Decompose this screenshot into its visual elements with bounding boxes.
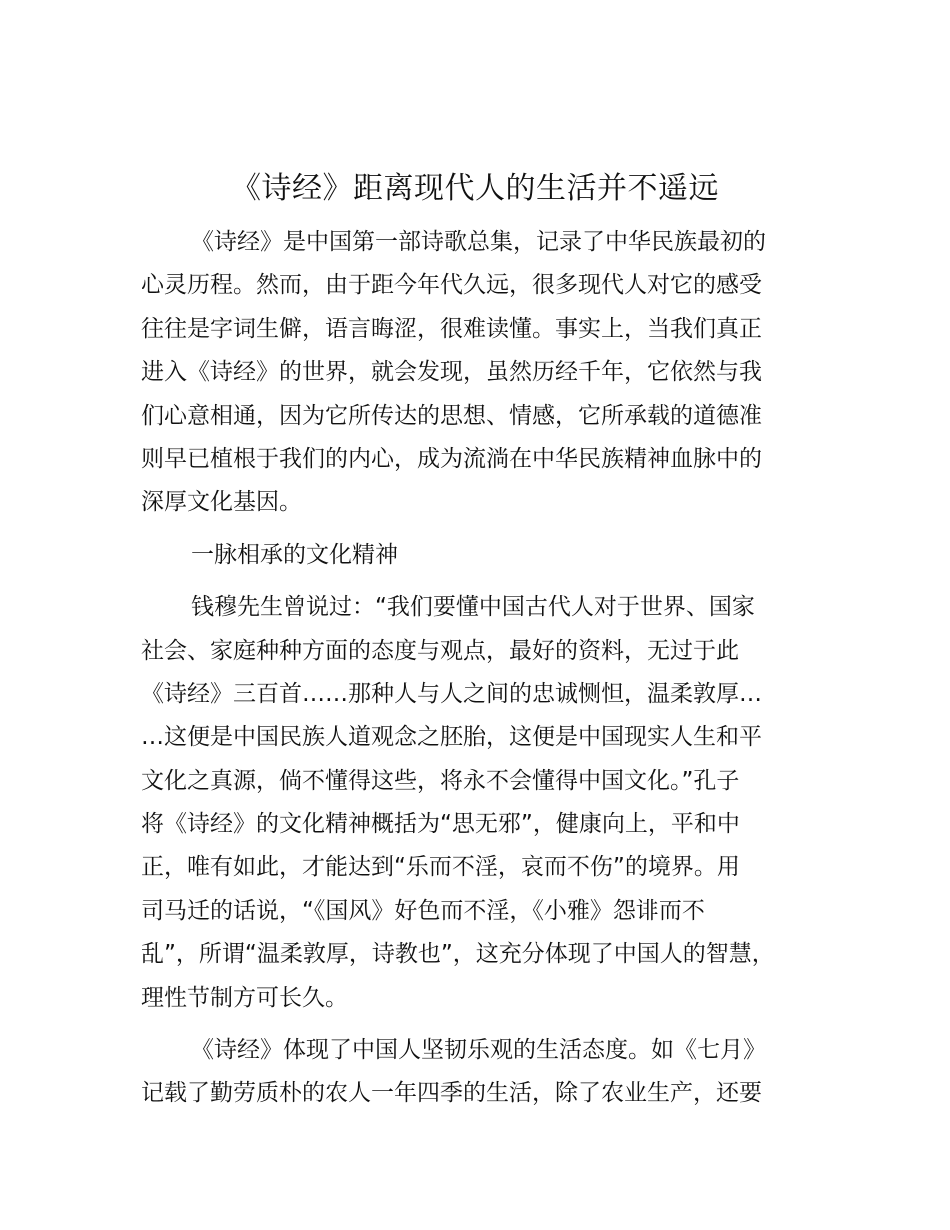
text-line: 则早已植根于我们的内心，成为流淌在中华民族精神血脉中的	[141, 445, 762, 472]
text-line: 司马迁的话说，“《国风》好色而不淫，《小雅》怨诽而不	[141, 897, 705, 924]
document-body	[141, 221, 841, 1116]
section-heading	[141, 534, 841, 577]
text-line: 们心意相通，因为它所传达的思想、情感，它所承载的道德准	[141, 402, 762, 429]
text-line: …这便是中国民族人道观念之胚胎，这便是中国现实人生和平	[141, 724, 762, 751]
text-line: 深厚文化基因。	[141, 489, 302, 516]
section-heading-text: 一脉相承的文化精神	[191, 541, 398, 568]
paragraph-intro	[141, 221, 841, 525]
text-line: 正，唯有如此，才能达到“乐而不淫，哀而不伤”的境界。用	[141, 854, 740, 881]
text-line: 《诗经》是中国第一部诗歌总集，记录了中华民族最初的	[191, 229, 766, 255]
text-line: 钱穆先生曾说过：“我们要懂中国古代人对于世界、国家	[191, 594, 755, 621]
text-line: 乱”，所谓“温柔敦厚，诗教也”，这充分体现了中国人的智慧，	[141, 941, 775, 968]
text-line: 《诗经》体现了中国人坚韧乐观的生活态度。如《七月》	[191, 1037, 766, 1064]
text-line: 文化之真源，倘不懂得这些，将永不会懂得中国文化。”孔子	[141, 767, 740, 794]
document-title: 《诗经》距离现代人的生活并不遥远	[231, 171, 719, 206]
text-line: 理性节制方可长久。	[141, 984, 348, 1011]
paragraph-qiyue	[141, 1029, 841, 1116]
text-line: 《诗经》三百首……那种人与人之间的忠诚恻怛，温柔敦厚…	[141, 680, 762, 707]
text-line: 心灵历程。然而，由于距今年代久远，很多现代人对它的感受	[141, 272, 762, 299]
text-line: 将《诗经》的文化精神概括为“思无邪”，健康向上，平和中	[141, 811, 740, 838]
text-line: 社会、家庭种种方面的态度与观点，最好的资料，无过于此	[141, 637, 739, 664]
text-line: 往往是字词生僻，语言晦涩，很难读懂。事实上，当我们真正	[141, 315, 762, 342]
text-line: 记载了勤劳质朴的农人一年四季的生活，除了农业生产，还要	[141, 1080, 762, 1107]
text-line: 进入《诗经》的世界，就会发现，虽然历经千年，它依然与我	[141, 359, 762, 386]
paragraph-qian-mu	[141, 586, 841, 1020]
